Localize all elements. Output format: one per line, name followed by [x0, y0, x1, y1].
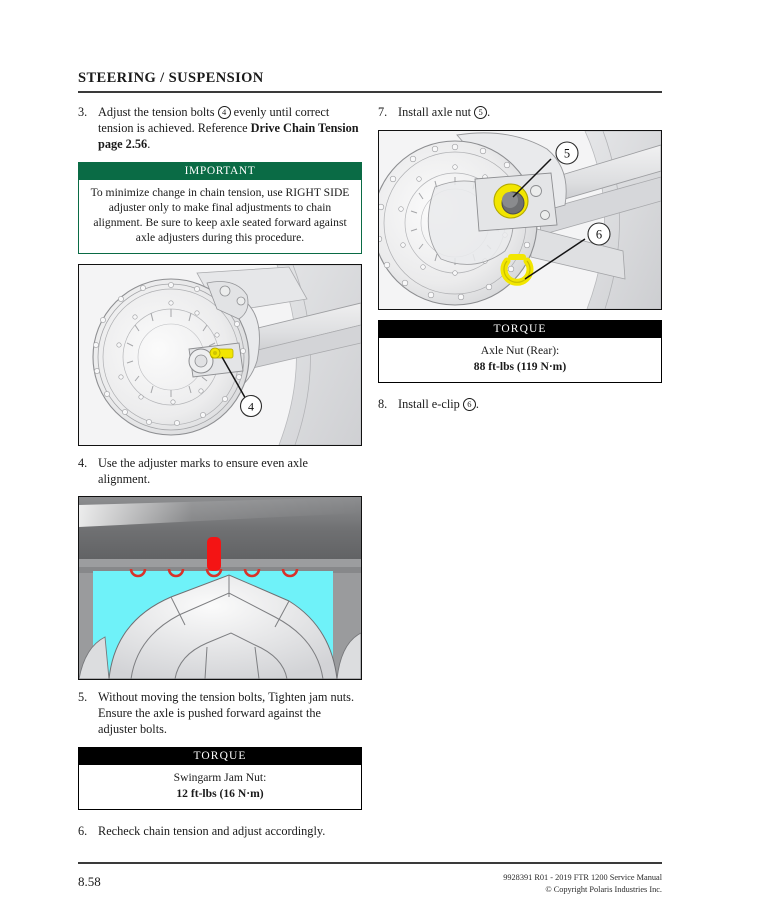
step-7-text-part2: .	[487, 105, 491, 119]
step-4-text: Use the adjuster marks to ensure even axle alignment.	[98, 455, 308, 486]
step-6-text: Recheck chain tension and adjust accordingly.	[98, 824, 326, 839]
step-5-text: Without moving the tension bolts, Tighten jam nuts. Ensure the axle is pushed forward against the adjuster bolts.	[98, 690, 355, 737]
callout-bubble-6-label: 6	[595, 227, 603, 242]
step-3-text-part3: .	[147, 136, 151, 151]
page-header	[78, 70, 662, 93]
figure-tension-bolt-graphic	[79, 265, 361, 445]
red-index-mark	[207, 537, 221, 571]
important-header: IMPORTANT	[79, 163, 361, 180]
step-5-number: 5.	[78, 690, 88, 705]
right-column	[378, 105, 662, 422]
figure-axle-nut-graphic	[379, 131, 661, 309]
torque-jam-nut-header: TORQUE	[79, 748, 361, 765]
step-5	[78, 690, 362, 738]
inline-callout-6-icon: 6	[463, 398, 476, 411]
step-8-text-part1: Install e-clip	[398, 396, 463, 411]
torque-box-jam-nut	[78, 747, 362, 810]
left-column	[78, 105, 362, 849]
figure-tension-bolt	[78, 264, 362, 446]
torque-axle-nut-header: TORQUE	[379, 321, 661, 338]
page-title: STEERING / SUSPENSION	[78, 70, 264, 86]
step-7-number: 7.	[378, 105, 388, 119]
step-7-text	[398, 105, 662, 121]
step-8-text	[398, 397, 662, 413]
torque-axle-nut-body	[379, 338, 661, 382]
step-3-reference-bold: Drive Chain Tension page 2.56	[98, 120, 359, 151]
header-divider	[78, 91, 662, 93]
figure-adjuster-marks-graphic	[79, 497, 361, 679]
footer-manual-line-2: © Copyright Polaris Industries Inc.	[545, 885, 662, 895]
torque-jam-nut-label: Swingarm Jam Nut:	[173, 771, 267, 785]
footer-copyright	[378, 872, 662, 896]
torque-axle-nut-value: 88 ft-lbs (119 N·m)	[473, 359, 567, 373]
step-3-text-part2: evenly until correct tension is achieved. Reference	[98, 105, 330, 135]
step-7	[378, 105, 662, 121]
important-callout-box	[78, 162, 362, 254]
step-6	[78, 824, 362, 840]
figure-axle-nut	[378, 130, 662, 310]
callout-bubble-4-label: 4	[248, 399, 254, 414]
torque-jam-nut-value: 12 ft-lbs (16 N·m)	[176, 787, 264, 801]
step-8	[378, 397, 662, 413]
step-3	[78, 105, 362, 153]
step-3-number: 3.	[78, 105, 88, 119]
step-3-text	[98, 105, 362, 153]
step-4	[78, 456, 362, 488]
step-6-number: 6.	[78, 824, 88, 839]
footer-divider	[78, 862, 662, 864]
step-7-text-part1: Install axle nut	[398, 105, 475, 119]
highlight-axle-nut	[494, 184, 528, 218]
step-3-text-part1: Adjust the tension bolts	[98, 105, 218, 119]
inline-callout-4-icon: 4	[218, 106, 231, 119]
torque-box-axle-nut	[378, 320, 662, 383]
figure-adjuster-marks	[78, 496, 362, 680]
inline-callout-5-icon: 5	[474, 106, 487, 119]
step-8-text-part2: .	[475, 396, 479, 411]
step-4-number: 4.	[78, 455, 88, 470]
torque-axle-nut-label: Axle Nut (Rear):	[480, 343, 560, 357]
torque-jam-nut-body	[79, 765, 361, 809]
footer-page-number: 8.58	[78, 874, 101, 889]
callout-bubble-5-label: 5	[563, 146, 571, 161]
important-body: To minimize change in chain tension, use RIGHT SIDE adjuster only to make final adjustments to chain alignment. Be sure to keep axle seated forward against axle adjusters during this procedure.	[90, 185, 350, 245]
highlight-tension-bolt	[210, 348, 233, 358]
footer-manual-line-1: 9928391 R01 - 2019 FTR 1200 Service Manual	[503, 873, 662, 882]
step-8-number: 8.	[378, 396, 388, 411]
